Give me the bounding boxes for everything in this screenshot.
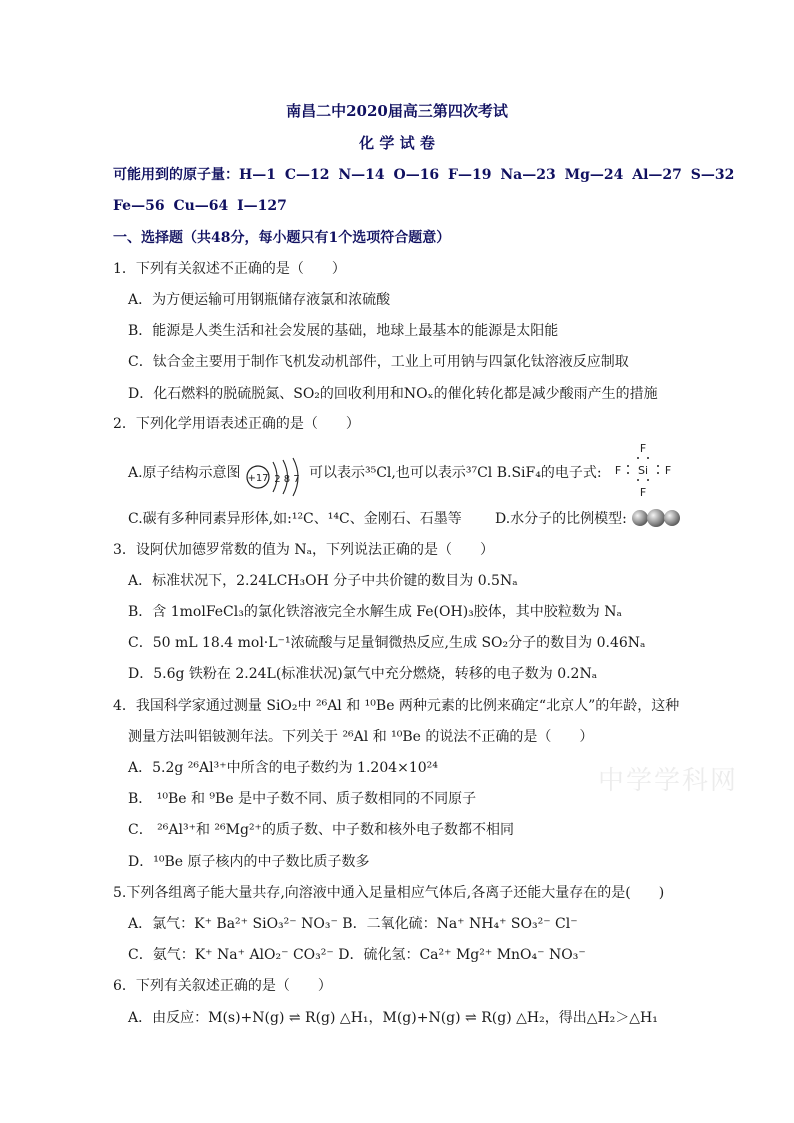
- lewis-f-bottom: F: [639, 486, 647, 498]
- sif4-electron-formula: [610, 440, 676, 498]
- q3-option-c: C．50 mL 18.4 mol·L⁻¹浓硫酸与足量铜微热反应,生成 SO₂分子的数目为 0.46Nₐ: [128, 635, 646, 651]
- q2-stem: 2．下列化学用语表述正确的是（ ）: [113, 416, 360, 432]
- q3-option-b: B．含 1molFeCl₃的氯化铁溶液完全水解生成 Fe(OH)₃胶体，其中胶粒数为 Nₐ: [128, 604, 622, 620]
- atomic-masses-line2: Fe—56 Cu—64 I—127: [113, 198, 287, 214]
- q4-stem-line2: 测量方法叫铝铍测年法。下列关于 ²⁶Al 和 ¹⁰Be 的说法不正确的是（ ）: [128, 729, 594, 745]
- q1-stem: 1．下列有关叙述不正确的是（ ）: [113, 261, 346, 277]
- q2-option-c: C.碳有多种同素异形体,如:¹²C、¹⁴C、金刚石、石墨等: [128, 511, 462, 527]
- water-space-filling-model: [631, 508, 681, 528]
- q6-stem: 6．下列有关叙述正确的是（ ）: [113, 978, 332, 994]
- exam-title: 南昌二中2020届高三第四次考试: [286, 102, 508, 120]
- lewis-f-left: F: [614, 464, 622, 477]
- lewis-f-right: F: [664, 464, 672, 477]
- q5-stem: 5.下列各组离子能大量共存,向溶液中通入足量相应气体后,各离子还能大量存在的是( ): [113, 885, 665, 901]
- nucleus-charge: +17: [247, 473, 269, 484]
- q3-stem: 3．设阿伏加德罗常数的值为 Nₐ，下列说法正确的是（ ）: [113, 542, 495, 558]
- q5-options-cd: C．氨气：K⁺ Na⁺ AlO₂⁻ CO₃²⁻ D．硫化氢：Ca²⁺ Mg²⁺ MnO₄⁻ NO₃⁻: [128, 947, 586, 963]
- q1-option-b: B．能源是人类生活和社会发展的基础，地球上最基本的能源是太阳能: [128, 323, 559, 339]
- q4-option-c: C． ²⁶Al³⁺和 ²⁶Mg²⁺的质子数、中子数和核外电子数都不相同: [128, 822, 514, 838]
- lewis-f-top: F: [639, 442, 647, 455]
- exam-subtitle: 化 学 试 卷: [359, 134, 435, 152]
- q3-option-a: A．标准状况下，2.24LCH₃OH 分子中共价键的数目为 0.5Nₐ: [128, 573, 518, 589]
- q4-stem-line1: 4．我国科学家通过测量 SiO₂中 ²⁶Al 和 ¹⁰Be 两种元素的比例来确定“北京人”的年龄，这种: [113, 698, 680, 714]
- q2-option-a-suffix: 可以表示³⁵Cl,也可以表示³⁷Cl B.SiF₄的电子式:: [309, 465, 602, 481]
- q6-option-a: A．由反应：M(s)+N(g) ⇌ R(g) △H₁，M(g)+N(g) ⇌ R(g) △H₂，得出△H₂＞△H₁: [128, 1010, 658, 1026]
- q4-option-a: A．5.2g ²⁶Al³⁺中所含的电子数约为 1.204×10²⁴: [128, 760, 438, 776]
- q2-option-a-prefix: A.原子结构示意图: [128, 465, 241, 481]
- electron-shells: 2 8 7: [274, 474, 300, 485]
- q2-option-d: D.水分子的比例模型:: [495, 511, 627, 527]
- q3-option-d: D．5.6g 铁粉在 2.24L(标准状况)氯气中充分燃烧，转移的电子数为 0.2Nₐ: [128, 666, 598, 682]
- q1-option-c: C．钛合金主要用于制作飞机发动机部件，工业上可用钠与四氯化钛溶液反应制取: [128, 354, 629, 370]
- q4-option-d: D．¹⁰Be 原子核内的中子数比质子数多: [128, 854, 370, 870]
- q4-option-b: B． ¹⁰Be 和 ⁹Be 是中子数不同、质子数相同的不同原子: [128, 791, 477, 807]
- atomic-masses-line1: 可能用到的原子量：H—1 C—12 N—14 O—16 F—19 Na—23 Mg—24 Al—27 S—32: [113, 167, 735, 183]
- atom-structure-diagram: [245, 456, 307, 498]
- q1-option-a: A．为方便运输可用钢瓶储存液氯和浓硫酸: [128, 292, 391, 308]
- section-heading: 一、选择题（共48分，每小题只有1个选项符合题意）: [113, 230, 451, 246]
- q1-option-d: D．化石燃料的脱硫脱氮、SO₂的回收利用和NOₓ的催化转化都是减少酸雨产生的措施: [128, 386, 658, 402]
- watermark: 中学学科网: [598, 766, 739, 796]
- q5-options-ab: A．氯气：K⁺ Ba²⁺ SiO₃²⁻ NO₃⁻ B．二氧化硫：Na⁺ NH₄⁺ SO₃²⁻ Cl⁻: [128, 916, 578, 932]
- lewis-si: Si: [637, 464, 649, 477]
